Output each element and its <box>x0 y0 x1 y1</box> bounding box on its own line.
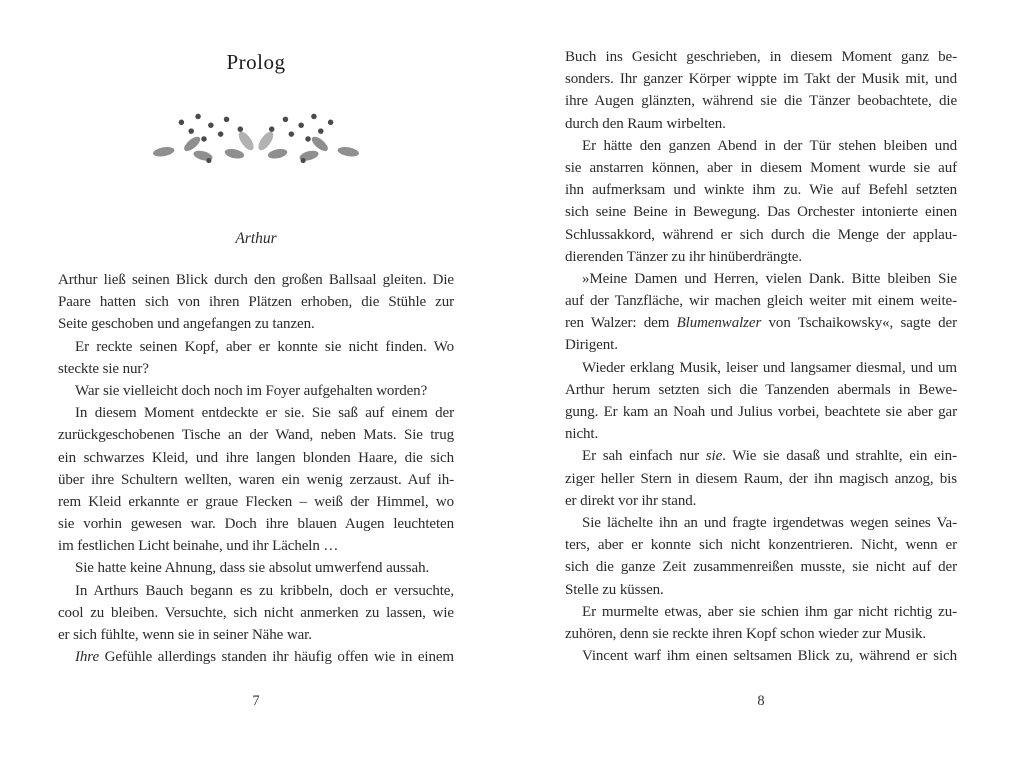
right-page <box>565 0 957 775</box>
text-line: Vincent warf ihm einen seltsamen Blick zu, während er sich <box>582 648 957 665</box>
text-line: Er hätte den ganzen Abend in der Tür stehen bleiben und <box>582 137 957 154</box>
text-line: gung. Er kam an Noah und Julius vorbei, beachtete sie aber gar <box>565 404 957 420</box>
chapter-heading: Arthur <box>235 230 277 247</box>
text-line: cool zu bleiben. Versuchte, sich nicht anmerken zu lassen, wie <box>58 604 454 621</box>
text-line: Er reckte seinen Kopf, aber er konnte sie nicht finden. Wo <box>75 338 454 355</box>
text-line: sie anstarren können, aber in diesem Moment wurde sie auf <box>565 159 957 176</box>
text-line: nicht. <box>565 426 599 443</box>
text-line: Er murmelte etwas, aber sie schien ihm gar nicht richtig zu- <box>582 603 957 620</box>
text-line: Er sah einfach nur sie. Wie sie dasaß und strahlte, ein ein- <box>582 448 957 465</box>
text-line: ihn aufmerksam und winkte ihm zu. Wie auf Befehl setzten <box>565 182 957 199</box>
text-line: zuhören, denn sie reckte ihren Kopf schon wieder zur Musik. <box>565 625 927 642</box>
text-line: »Meine Damen und Herren, vielen Dank. Bitte bleiben Sie <box>582 270 957 287</box>
text-line: Arthur herum setzten sich die Tanzenden abermals in Bewe- <box>565 381 957 398</box>
left-page-number: 7 <box>252 693 260 709</box>
text-line: sonders. Ihr ganzer Körper wippte im Takt der Musik mit, und <box>565 71 957 88</box>
floral-vignette-icon <box>148 110 364 166</box>
text-line: er sich fühlte, wenn sie in seiner Nähe war. <box>58 627 312 643</box>
text-line: sich die ganze Zeit zusammenreißen musste, sie nicht auf der <box>565 559 957 576</box>
text-line: ters, aber er konnte sich nicht konzentrieren. Nicht, wenn er <box>565 537 957 554</box>
text-line: Sie hatte keine Ahnung, dass sie absolut umwerfend aussah. <box>75 560 430 577</box>
text-line: sie vorhin gewesen war. Doch ihre blauen Augen leuchteten <box>58 516 454 533</box>
text-line: Dirigent. <box>565 337 618 354</box>
text-line: auf der Tanzfläche, wir machen gleich weiter mit einem weite- <box>565 293 957 310</box>
text-line: Sie lächelte ihn an und fragte irgendetwas wegen seines Va- <box>582 514 957 531</box>
text-line: Schlussakkord, während er sich durch die Menge der applau- <box>565 226 957 243</box>
text-line: durch den Raum wirbelten. <box>565 115 726 132</box>
text-line: über ihre Schultern wellten, waren ein wenig zerzaust. Auf ih- <box>58 471 454 488</box>
page-title: Prolog <box>226 50 286 74</box>
right-page-text <box>565 46 957 667</box>
text-line: ren Walzer: dem Blumenwalzer von Tschaikowsky«, sagte der <box>565 315 957 332</box>
floral-ornament <box>58 110 454 171</box>
text-line: ziger heller Stern in diesem Raum, der ihn magisch anzog, bis <box>565 470 957 487</box>
text-line: im festlichen Licht beinahe, und ihr Lächeln … <box>58 538 339 555</box>
text-line: rem Kleid erkannte er graue Flecken – weiß der Himmel, wo <box>58 493 454 510</box>
text-line: In Arthurs Bauch begann es zu kribbeln, doch er versuchte, <box>75 582 454 599</box>
text-line: zurückgeschobenen Tische an der Wand, neben Mats. Sie trug <box>58 427 454 444</box>
text-line: er direkt vor ihr stand. <box>565 492 697 509</box>
text-line: dierenden Tänzer zu ihr hinüberdrängte. <box>565 248 802 265</box>
text-line: Stelle zu küssen. <box>565 581 664 598</box>
text-line: Ihre Gefühle allerdings standen ihr häufig offen wie in einem <box>75 649 454 666</box>
text-line: Buch ins Gesicht geschrieben, in diesem Moment ganz be- <box>565 49 957 65</box>
text-line: steckte sie nur? <box>58 360 149 377</box>
text-line: War sie vielleicht doch noch im Foyer aufgehalten worden? <box>75 382 428 399</box>
text-line: ihre Augen glänzten, während sie die Tänzer beobachtete, die <box>565 93 957 110</box>
text-line: Arthur ließ seinen Blick durch den großen Ballsaal gleiten. Die <box>58 272 454 288</box>
right-page-number: 8 <box>757 693 765 709</box>
text-line: ein schwarzes Kleid, und ihre langen blonden Haare, die sich <box>58 449 454 466</box>
text-line: Paare hatten sich von ihren Plätzen erhoben, die Stühle zur <box>58 294 454 311</box>
left-page-text <box>58 269 454 668</box>
text-line: sich seine Beine in Bewegung. Das Orchester intonierte einen <box>565 204 957 221</box>
left-page <box>58 0 454 775</box>
text-line: Wieder erklang Musik, leiser und langsamer diesmal, und um <box>582 359 957 376</box>
text-line: Seite geschoben und angefangen zu tanzen. <box>58 316 315 333</box>
text-line: In diesem Moment entdeckte er sie. Sie saß auf einem der <box>75 405 454 422</box>
